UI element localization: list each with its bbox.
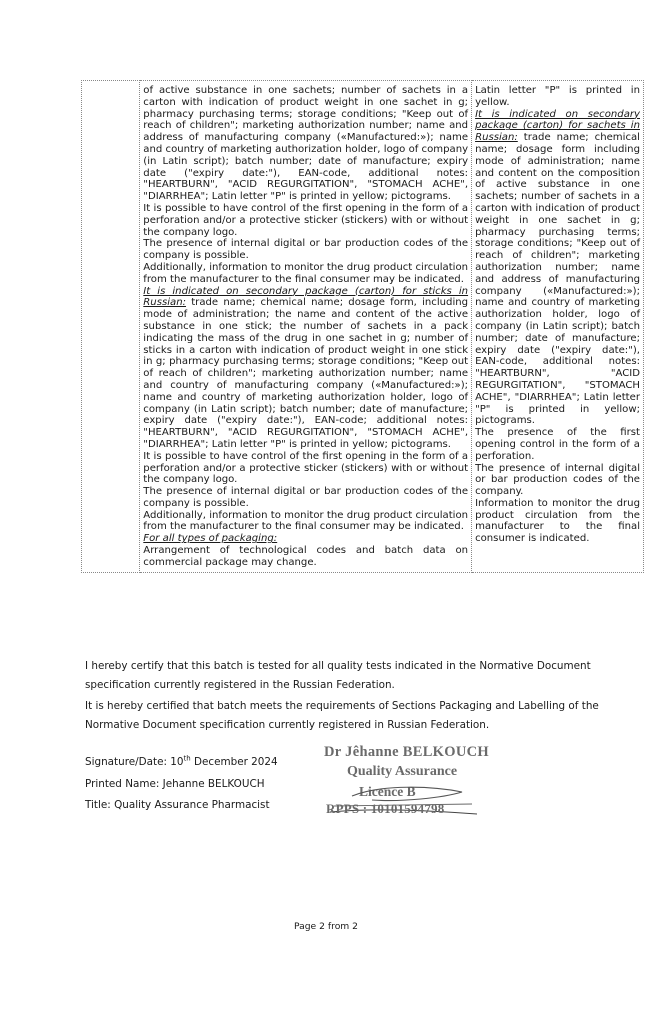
- section-heading: It is indicated on secondary package (carton) for sticks in Russian:: [143, 285, 469, 309]
- paragraph-text: The presence of internal digital or bar production codes of the company is possible.: [143, 238, 469, 262]
- paragraph-text: It is possible to have control of the first opening in the form of a perforation and/or a protective sticker (stickers) with or without the company logo.: [143, 202, 469, 238]
- paragraph-text: Latin letter "P" is printed in yellow.: [475, 85, 640, 108]
- paragraph-text: Additionally, information to monitor the drug product circulation from the manufacturer to the final consumer may be indicated.: [143, 261, 469, 285]
- printed-name: Printed Name: Jehanne BELKOUCH: [85, 778, 265, 790]
- spec-paragraph: [143, 262, 468, 286]
- spec-paragraph: [143, 85, 468, 203]
- middle-column-text: [143, 85, 468, 569]
- paragraph-text: Information to monitor the drug product circulation from the manufacturer to the final consumer is indicated.: [475, 497, 640, 545]
- spec-paragraph: [143, 486, 468, 510]
- spec-paragraph: [143, 286, 468, 451]
- packaging-spec-table: [81, 80, 644, 573]
- page-footer: Page 2 from 2: [293, 921, 359, 932]
- table-cell-sachets: [472, 81, 644, 573]
- spec-paragraph: [143, 533, 468, 545]
- spec-paragraph: [475, 109, 640, 428]
- paragraph-text: trade name; chemical name; dosage form including mode of administration; name and content on the composition of active substance in one sachets; number of sachets in a carton with indication of product weight in one sachet in g; pharmacy purchasing terms; storage conditions; "Keep out of reach of children"; marketing authorization number; name and address of manufacturing company («Manufactured:»); name and country of marketing authorization holder, logo of company (in Latin script); batch number; date of manufacture; expiry date ("expiry date:"), EAN-code, additional notes: "HEARTBURN", "ACID REGURGITATION", "STOMACH ACHE", "DIARRHEA"; Latin letter "P" is printed in yellow; pictograms.: [475, 132, 640, 427]
- paragraph-text: It is possible to have control of the first opening in the form of a perforation and/or a protective sticker (stickers) with or without the company logo.: [143, 450, 469, 486]
- spec-paragraph: [143, 238, 468, 262]
- paragraph-text: trade name; chemical name; dosage form, including mode of administration; the name and content of the active substance in one stick; the number of sachets in a pack indicating the mass of the drug in one sachet in g; number of sticks in a carton with indication of product weight in one stick in g; pharmacy purchasing terms; storage conditions; "Keep out of reach of children"; marketing authorization number; name and country of manufacturing company («Manufactured:»); name and country of marketing authorization holder, logo of company (in Latin script); batch number; date of manufacture; expiry date ("expiry date:"), EAN-code; additional notes: "HEARTBURN", "ACID REGURGITATION", "STOMACH ACHE", "DIARRHEA"; Latin letter "P" is printed in yellow; pictograms.: [143, 297, 469, 450]
- paragraph-text: Arrangement of technological codes and batch data on commercial package may change.: [143, 545, 469, 568]
- table-row: [82, 81, 644, 573]
- signatory-title: Title: Quality Assurance Pharmacist: [85, 799, 270, 811]
- spec-paragraph: [475, 85, 640, 109]
- quality-assurance-stamp: [312, 742, 492, 822]
- certification-paragraph-1: I hereby certify that this batch is tested for all quality tests indicated in the Normative Document specification currently registered in the Russian Federation.: [85, 660, 591, 691]
- spec-paragraph: [143, 203, 468, 238]
- table-cell-secondary-package: [140, 81, 472, 573]
- section-heading: For all types of packaging:: [143, 533, 278, 545]
- stamp-name: Dr Jêhanne BELKOUCH: [324, 744, 489, 760]
- spec-paragraph: [143, 510, 468, 534]
- signature-date-suffix: December 2024: [190, 756, 278, 768]
- spec-paragraph: [143, 451, 468, 486]
- signature-date-ordinal: th: [183, 754, 191, 763]
- certification-paragraph-2: It is hereby certified that batch meets the requirements of Sections Packaging and Labelling of the Normative Document specification currently registered in Russian Federation.: [85, 700, 599, 731]
- paragraph-text: Additionally, information to monitor the drug product circulation from the manufacturer to the final consumer may be indicated.: [143, 509, 469, 533]
- signature-date-prefix: Signature/Date: 10: [85, 756, 184, 768]
- stamp-role: Quality Assurance: [347, 764, 458, 779]
- spec-paragraph: [475, 498, 640, 545]
- spec-paragraph: [475, 427, 640, 462]
- paragraph-text: The presence of internal digital or bar production codes of the company.: [475, 462, 640, 498]
- stamp-licence: Licence B: [359, 784, 416, 799]
- section-heading: It is indicated on secondary package (carton) for sachets in Russian:: [475, 108, 640, 144]
- paragraph-text: The presence of the first opening control in the form of a perforation.: [475, 427, 640, 462]
- spec-paragraph: [475, 463, 640, 498]
- signature-date: [85, 756, 278, 768]
- paragraph-text: The presence of internal digital or bar production codes of the company is possible.: [143, 486, 469, 509]
- stamp-rpps: RPPS : 10101594798: [326, 801, 445, 816]
- spec-paragraph: [143, 545, 468, 569]
- table-cell-index: [82, 81, 140, 573]
- paragraph-text: of active substance in one sachets; number of sachets in a carton with indication of product weight in one sachet in g; pharmacy purchasing terms; storage conditions; "Keep out of reach of children"; marketing authorization number; name and address of manufacturing company («Manufactured:»); name and country of marketing authorization holder, logo of company (in Latin script); batch number; date of manufacture; expiry date ("expiry date:"), EAN-code, additional notes: "HEARTBURN", "ACID REGURGITATION", "STOMACH ACHE", "DIARRHEA"; Latin letter "P" is printed in yellow; pictograms.: [143, 85, 469, 203]
- right-column-text: [475, 85, 640, 545]
